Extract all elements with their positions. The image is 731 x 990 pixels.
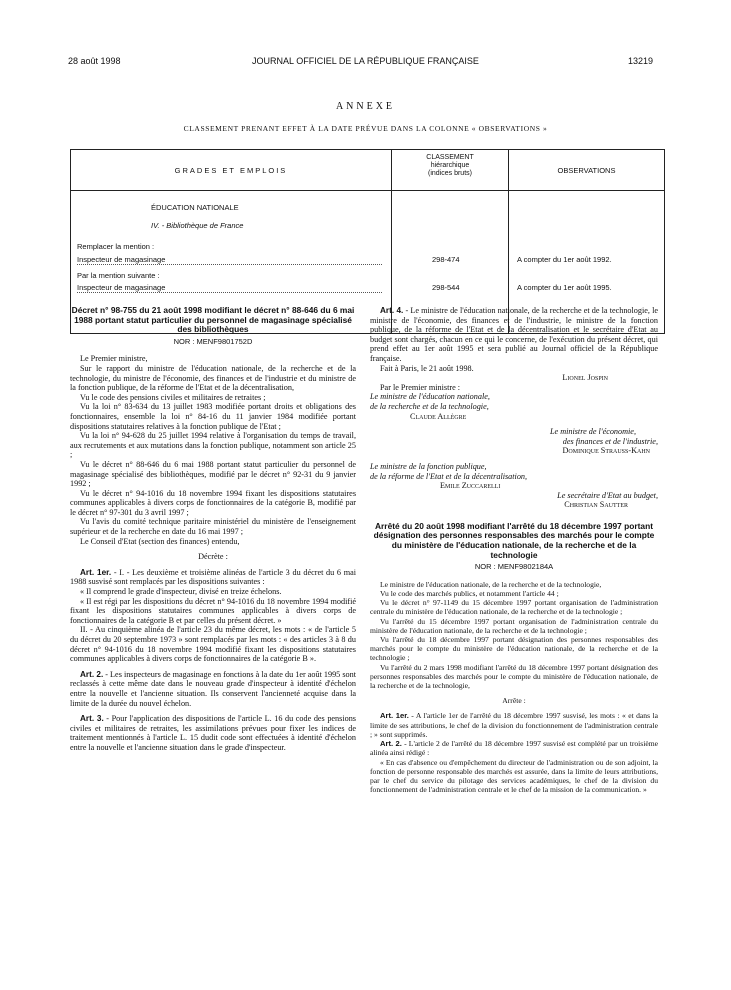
arrete-article-2-quote: « En cas d'absence ou d'empêchement du directeur de l'administration ou de son adjoint, la fonction de personne responsable des marchés est assurée, dans la limite de leurs attributions, par le chef du service du pilotage des services académiques, le chef de la division du fonctionnement de l'administration centrale et le chef de la mission de la communication. »: [370, 757, 658, 795]
arrete-para: Vu le décret n° 97-1149 du 15 décembre 1997 portant organisation de l'administration centrale du ministère de l'éducation nationale, de la recherche et de la technologie ;: [370, 598, 658, 617]
minister-edu-line1: Le ministre de l'éducation nationale,: [370, 392, 490, 402]
article-text: - I. - Les deuxième et troisième alinéas de l'article 3 du décret du 6 mai 1988 susvisé sont remplacés par les dispositions suivantes :: [70, 567, 356, 587]
decret-para: Vu le code des pensions civiles et militaires de retraites ;: [80, 392, 266, 402]
decret-para: Vu l'avis du comité technique paritaire ministériel du ministère de l'enseignement supérieur et de la recherche en date du 16 mai 1997 ;: [70, 517, 356, 537]
arrete-para: Vu l'arrêté du 2 mars 1998 modifiant l'arrêté du 18 décembre 1997 portant désignation des personnes responsables des marchés pour le compte du ministère de l'éducation nationale, de la recherche et de la technologie,: [370, 662, 658, 691]
decret-para: Vu la loi n° 83-634 du 13 juillet 1983 modifiée portant droits et obligations des fonctionnaires, ensemble la loi n° 84-16 du 11 janvier 1984 modifiée portant dispositions statutaires relatives à la fonction publique de l'Etat ;: [70, 402, 356, 431]
header-page-number: 13219: [628, 56, 654, 66]
header-journal-title: JOURNAL OFFICIEL DE LA RÉPUBLIQUE FRANÇAISE: [252, 56, 479, 66]
classement-label: CLASSEMENT: [426, 154, 474, 161]
row1-observation: A compter du 1er août 1992.: [517, 255, 612, 264]
annexe-subtitle: CLASSEMENT PRENANT EFFET À LA DATE PRÉVUE DANS LA COLONNE « OBSERVATIONS »: [183, 124, 548, 133]
subsection-title: IV. - Bibliothèque de France: [151, 221, 244, 230]
decret-para: Vu le décret n° 88-646 du 6 mai 1988 portant statut particulier du personnel de magasinage spécialisé des bibliothèques, modifié par le décret n° 92-31 du 9 janvier 1992 ;: [70, 459, 356, 489]
article-label: Art. 1er.: [380, 711, 409, 721]
arrete-article-1: [370, 711, 658, 739]
row2-observation: A compter du 1er août 1995.: [517, 283, 612, 292]
header-date: 28 août 1998: [68, 56, 121, 66]
arrete-heading: Arrête :: [502, 696, 526, 706]
minister-eco-line1: Le ministre de l'économie,: [549, 427, 636, 437]
article-4: [370, 306, 658, 364]
arrete-para: Vu l'arrêté du 15 décembre 1997 portant organisation de l'administration centrale du ministère de l'éducation nationale, de la recherche et de la technologie ;: [370, 616, 658, 635]
minister-fp-line2: de la réforme de l'Etat et de la décentralisation,: [370, 471, 528, 481]
remplacer-mention: Remplacer la mention :: [77, 242, 155, 251]
par-mention: Par la mention suivante :: [77, 271, 160, 280]
classement-sub1: hiérarchique: [430, 162, 470, 169]
article-text: - A l'article 1er de l'arrêté du 18 décembre 1997 susvisé, les mots : « et dans la limite de ses attributions, le chef de la division du fonctionnement de l'administration centrale ; » sont supprimés.: [370, 711, 658, 739]
decret-para: Sur le rapport du ministre de l'éducation nationale, de la recherche et de la technologie, du ministre de l'économie, des finances et de l'industrie et du ministre de la fonction publique, de la réforme de l'Etat et de la décentralisation,: [70, 363, 356, 393]
signature-fp: Emile Zuccarelli: [440, 481, 501, 491]
arrete-title: Arrêté du 20 août 1998 modifiant l'arrêté du 18 décembre 1997 portant désignation des personnes responsables des marchés pour le compte du ministère de l'éducation nationale, de la recherche et de la technologie: [373, 520, 655, 560]
section-title: ÉDUCATION NATIONALE: [151, 203, 239, 212]
decret-para: Vu le décret n° 94-1016 du 18 novembre 1994 fixant les dispositions statutaires communes applicables à divers corps de fonctionnaires de la catégorie B, modifié par le décret n° 97-301 du 3 avril 1997 ;: [70, 488, 356, 517]
article-text: - Le ministre de l'éducation nationale, de la recherche et de la technologie, le ministre de l'économie, des finances et de l'industrie, le ministre de la fonction publique, de la réforme de l'Etat et de la décentralisation et le secrétaire d'Etat au budget sont chargés, chacun en ce qui le concerne, de l'exécution du présent décret, qui prend effet au 1er août 1995 et sera publié au Journal officiel de la République française.: [370, 306, 658, 363]
article-1-ii: II. - Au cinquième alinéa de l'article 23 du même décret, les mots : « de l'article 5 du décret du 20 septembre 1973 » sont remplacés par les mots : « des articles 3 à 8 du décret n° 94-1016 du 18 novembre 1994 modifié fixant les dispositions statutaires communes applicables à divers corps de fonctionnaires de la catégorie B ».: [70, 625, 356, 664]
article-label: Art. 2.: [380, 739, 402, 749]
signature-edu: Claude Allègre: [410, 411, 467, 421]
decrete-heading: Décrète :: [198, 552, 228, 562]
right-column: [370, 306, 658, 794]
decret-para: Le Conseil d'Etat (section des finances) entendu,: [80, 536, 240, 546]
article-text: - Pour l'application des dispositions de l'article L. 16 du code des pensions civiles et militaires de retraites, les assimilations prévues pour fixer les indices de traitement mentionnés à l'article L. 15 dudit code sont effectuées à identité d'échelon entre la nouvelle et l'ancienne situation dans le grade d'inspecteur.: [70, 714, 356, 752]
minister-fp-line1: Le ministre de la fonction publique,: [370, 461, 487, 471]
minister-edu-line2: de la recherche et de la technologie,: [370, 401, 489, 411]
decret-para: Vu la loi n° 94-628 du 25 juillet 1994 relative à l'organisation du temps de travail, aux recrutements et aux mutations dans la fonction publique, notamment son article 25 ;: [70, 431, 356, 460]
par-premier-ministre: Par le Premier ministre :: [380, 382, 461, 392]
article-3: [70, 714, 356, 752]
decret-para: Le Premier ministre,: [80, 354, 148, 364]
decret-title: Décret n° 98-755 du 21 août 1998 modifiant le décret n° 88-646 du 6 mai 1988 portant statut particulier du personnel de magasinage spécialisé des bibliothèques: [71, 305, 355, 335]
article-1: [70, 568, 356, 587]
signature-pm: Lionel Jospin: [562, 373, 608, 383]
article-label: Art. 3.: [80, 714, 104, 724]
arrete-para: Le ministre de l'éducation nationale, de la recherche et de la technologie,: [380, 579, 602, 589]
annexe-title: ANNEXE: [335, 101, 396, 112]
arrete-article-2: [370, 739, 658, 757]
arrete-para: Vu le code des marchés publics, et notamment l'article 44 ;: [380, 589, 559, 599]
decret-nor: NOR : MENF9801752D: [173, 336, 253, 346]
article-label: Art. 2.: [80, 669, 104, 679]
col-header-grades: GRADES ET EMPLOIS: [71, 150, 392, 191]
row1-indice: 298-474: [432, 255, 460, 264]
classement-sub2: (indices bruts): [428, 170, 472, 177]
row2-indice: 298-544: [432, 283, 460, 292]
row1-label: Inspecteur de magasinage: [77, 255, 382, 265]
signature-budget: Christian Sautter: [564, 500, 628, 510]
article-label: Art. 1er.: [80, 567, 112, 577]
article-label: Art. 4.: [380, 306, 404, 315]
arrete-body: [370, 580, 658, 794]
signature-eco: Dominique Strauss-Kahn: [562, 446, 650, 456]
secretaire-budget: Le secrétaire d'Etat au budget,: [557, 490, 658, 500]
decret-column: [70, 306, 356, 753]
article-2: [70, 670, 356, 708]
article-text: - Les inspecteurs de magasinage en fonctions à la date du 1er août 1995 sont reclassés à cette même date dans le nouveau grade d'inspecteur à identité d'échelon entre la nouvelle et l'ancienne situation. Ils conservent l'ancienneté acquise dans la limite de la durée du nouvel échelon.: [70, 669, 356, 708]
fait-a-paris: Fait à Paris, le 21 août 1998.: [380, 363, 474, 373]
arrete-nor: NOR : MENF9802184A: [474, 562, 554, 572]
article-text: - L'article 2 de l'arrêté du 18 décembre 1997 susvisé est complété par un troisième alinéa ainsi rédigé :: [370, 739, 658, 758]
minister-eco-line2: des finances et de l'industrie,: [562, 436, 658, 446]
article-1-quote: « Il est régi par les dispositions du décret n° 94-1016 du 18 novembre 1994 modifié fixant les dispositions statutaires communes applicables à divers corps de fonctionnaires de la catégorie B et par celles du présent décret. »: [70, 596, 356, 625]
col-header-classement: [392, 150, 509, 191]
row2-label: Inspecteur de magasinage: [77, 283, 382, 293]
article-1-quote: « Il comprend le grade d'inspecteur, divisé en treize échelons.: [80, 587, 282, 597]
col-header-observations: OBSERVATIONS: [509, 150, 665, 191]
arrete-para: Vu l'arrêté du 18 décembre 1997 portant désignation des personnes responsables des marchés pour le compte du ministère de l'éducation nationale, de la recherche et de la technologie ;: [370, 635, 658, 663]
